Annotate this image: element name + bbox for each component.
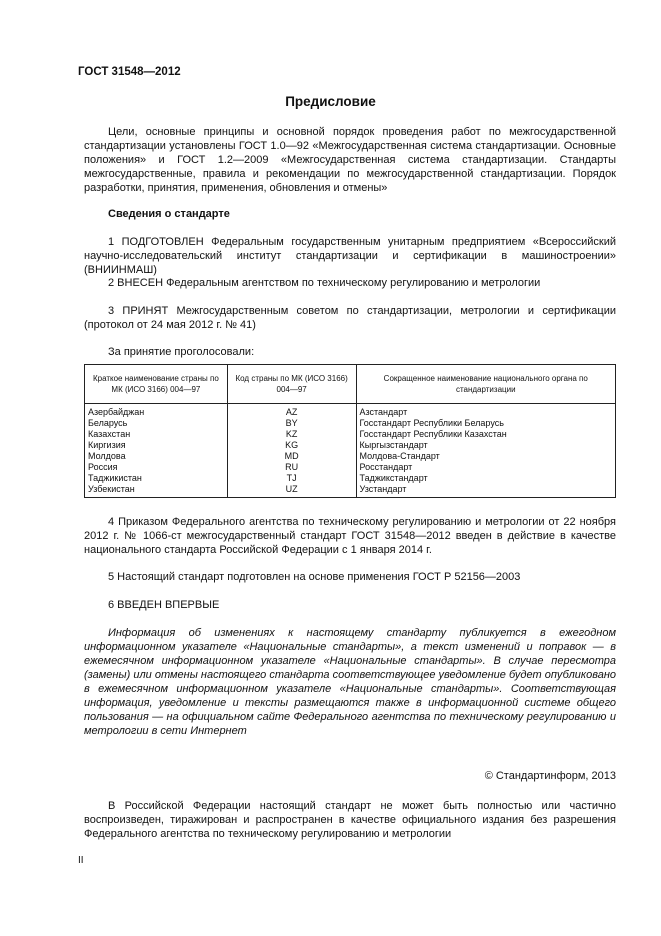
- country-cell: Россия: [85, 462, 228, 473]
- table-row: [85, 462, 616, 473]
- page-number: II: [78, 855, 84, 866]
- item-2-paragraph: 2 ВНЕСЕН Федеральным агентством по техническому регулированию и метрологии: [108, 277, 541, 289]
- footer-paragraph: В Российской Федерации настоящий стандарт не может быть полностью или частично воспроизведен, тиражирован и распространен в качестве официального издания без разрешения Федерального агентства по техническому регулированию и метрологии: [84, 800, 616, 840]
- country-cell: Казахстан: [85, 429, 228, 440]
- column-header-country: Краткое наименование страны по МК (ИСО 3166) 004—97: [85, 365, 228, 404]
- code-cell: KG: [227, 440, 356, 451]
- country-cell: Киргизия: [85, 440, 228, 451]
- body-cell: Росстандарт: [356, 462, 616, 473]
- body-cell: Госстандарт Республики Казахстан: [356, 429, 616, 440]
- country-cell: Беларусь: [85, 418, 228, 429]
- table-row: [85, 429, 616, 440]
- table-header-row: [85, 365, 616, 404]
- table-row: [85, 418, 616, 429]
- country-cell: Узбекистан: [85, 484, 228, 498]
- voting-table: [84, 364, 616, 498]
- column-header-body: Сокращенное наименование национального органа по стандартизации: [356, 365, 616, 404]
- column-header-code: Код страны по МК (ИСО 3166) 004—97: [227, 365, 356, 404]
- body-cell: Госстандарт Республики Беларусь: [356, 418, 616, 429]
- notice-paragraph: Информация об изменениях к настоящему стандарту публикуется в ежегодном информационном указателе «Национальные стандарты», а текст изменений и поправок — в ежемесячном информационном указателе «Национальные стандарты». В случае пересмотра (замены) или отмены настоящего стандарта соответствующее уведомление будет опубликовано в ежемесячном информационном указателе «Национальные стандарты». Соответствующая информация, уведомление и тексты размещаются также в информационной системе общего пользования — на официальном сайте Федерального агентства по техническому регулированию и метрологии в сети Интернет: [84, 627, 616, 737]
- body-cell: Молдова-Стандарт: [356, 451, 616, 462]
- item-1-paragraph: 1 ПОДГОТОВЛЕН Федеральным государственным унитарным предприятием «Всероссийский научно-исследовательский институт стандартизации и сертификации в машиностроении» (ВНИИНМАШ): [84, 236, 616, 276]
- table-row: [85, 404, 616, 419]
- code-cell: RU: [227, 462, 356, 473]
- country-cell: Азербайджан: [85, 404, 228, 419]
- page-title: Предисловие: [285, 94, 376, 109]
- copyright-line: © Стандартинформ, 2013: [484, 770, 616, 782]
- item-3-paragraph: 3 ПРИНЯТ Межгосударственным советом по стандартизации, метрологии и сертификации (протокол от 24 мая 2012 г. № 41): [84, 305, 616, 331]
- code-cell: UZ: [227, 484, 356, 498]
- voted-label: За принятие проголосовали:: [108, 346, 255, 358]
- item-4-paragraph: 4 Приказом Федерального агентства по техническому регулированию и метрологии от 22 ноября 2012 г. № 1066-ст межгосударственный стандарт ГОСТ 31548—2012 введен в действие в качестве национального стандарта Российской Федерации с 1 января 2014 г.: [84, 516, 616, 556]
- body-cell: Узстандарт: [356, 484, 616, 498]
- table-row: [85, 473, 616, 484]
- code-cell: KZ: [227, 429, 356, 440]
- code-cell: TJ: [227, 473, 356, 484]
- section-heading: Сведения о стандарте: [108, 208, 230, 220]
- body-cell: Кыргызстандарт: [356, 440, 616, 451]
- table-row: [85, 484, 616, 498]
- country-cell: Таджикистан: [85, 473, 228, 484]
- code-cell: BY: [227, 418, 356, 429]
- code-cell: MD: [227, 451, 356, 462]
- document-header: ГОСТ 31548—2012: [78, 66, 181, 78]
- body-cell: Азстандарт: [356, 404, 616, 419]
- code-cell: AZ: [227, 404, 356, 419]
- body-cell: Таджикстандарт: [356, 473, 616, 484]
- table-row: [85, 440, 616, 451]
- item-6-paragraph: 6 ВВЕДЕН ВПЕРВЫЕ: [108, 599, 220, 611]
- country-cell: Молдова: [85, 451, 228, 462]
- intro-paragraph: Цели, основные принципы и основной порядок проведения работ по межгосударственной стандартизации установлены ГОСТ 1.0—92 «Межгосударственная система стандартизации. Основные положения» и ГОСТ 1.2—2009 «Межгосударственная система стандартизации. Стандарты межгосударственные, правила и рекомендации по межгосударственной стандартизации. Порядок разработки, принятия, применения, обновления и отмены»: [84, 126, 616, 194]
- item-5-paragraph: 5 Настоящий стандарт подготовлен на основе применения ГОСТ Р 52156—2003: [108, 571, 521, 583]
- table-row: [85, 451, 616, 462]
